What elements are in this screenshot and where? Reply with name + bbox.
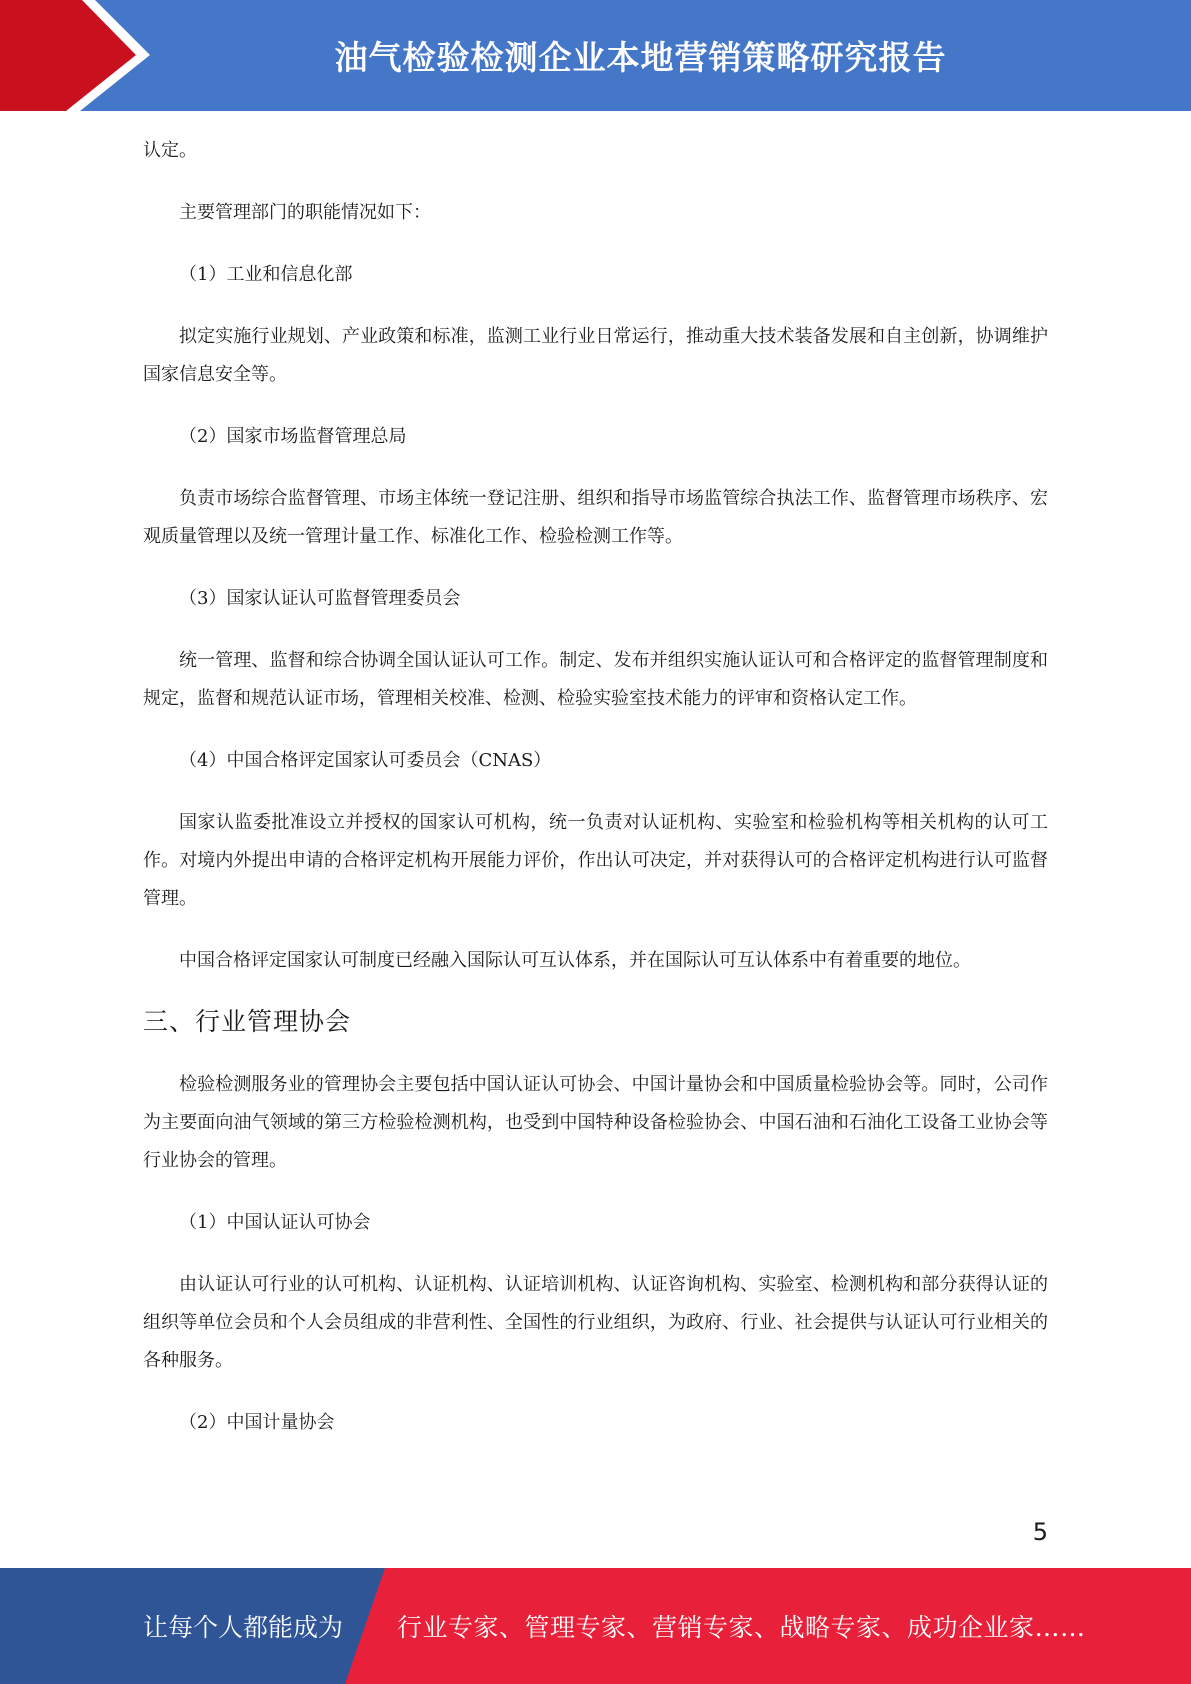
paragraph: 由认证认可行业的认可机构、认证机构、认证培训机构、认证咨询机构、实验室、检测机构和部分获得认证的组织等单位会员和个人会员组成的非营利性、全国性的行业组织，为政府、行业、社会提供与认证认可行业相关的各种服务。 <box>143 1274 1048 1371</box>
paragraph: 国家认监委批准设立并授权的国家认可机构，统一负责对认证机构、实验室和检验机构等相关机构的认可工作。对境内外提出申请的合格评定机构开展能力评价，作出认可决定，并对获得认可的合格评定机构进行认可监督管理。 <box>143 812 1048 909</box>
red-chevron-decoration <box>0 0 160 111</box>
page-number: 5 <box>1032 1518 1048 1546</box>
header-band <box>0 0 1191 111</box>
list-item-heading: （1）中国认证认可协会 <box>179 1212 371 1233</box>
paragraph: 主要管理部门的职能情况如下： <box>179 202 431 223</box>
footer-slogan-right: 行业专家、管理专家、营销专家、战略专家、成功企业家…… <box>397 1613 1086 1642</box>
report-title: 油气检验检测企业本地营销策略研究报告 <box>334 38 947 77</box>
list-item-heading: （2）中国计量协会 <box>179 1412 335 1433</box>
paragraph: 检验检测服务业的管理协会主要包括中国认证认可协会、中国计量协会和中国质量检验协会等。同时，公司作为主要面向油气领域的第三方检验检测机构，也受到中国特种设备检验协会、中国石油和石油化工设备工业协会等行业协会的管理。 <box>143 1074 1048 1171</box>
footer-band <box>0 1568 1191 1684</box>
footer-slogan-left: 让每个人都能成为 <box>143 1613 344 1642</box>
document-body <box>143 132 1048 1442</box>
paragraph: 中国合格评定国家认可制度已经融入国际认可互认体系，并在国际认可互认体系中有着重要的地位。 <box>179 950 971 971</box>
paragraph: 统一管理、监督和综合协调全国认证认可工作。制定、发布并组织实施认证认可和合格评定的监督管理制度和规定，监督和规范认证市场，管理相关校准、检测、检验实验室技术能力的评审和资格认定工作。 <box>143 650 1048 709</box>
list-item-heading: （1）工业和信息化部 <box>179 264 353 285</box>
section-heading: 三、行业管理协会 <box>143 1007 352 1036</box>
list-item-heading: （3）国家认证认可监督管理委员会 <box>179 588 461 609</box>
list-item-heading: （2）国家市场监督管理总局 <box>179 426 407 447</box>
paragraph: 认定。 <box>143 140 197 161</box>
paragraph: 拟定实施行业规划、产业政策和标准，监测工业行业日常运行，推动重大技术装备发展和自主创新，协调维护国家信息安全等。 <box>143 326 1048 385</box>
paragraph: 负责市场综合监督管理、市场主体统一登记注册、组织和指导市场监管综合执法工作、监督管理市场秩序、宏观质量管理以及统一管理计量工作、标准化工作、检验检测工作等。 <box>143 488 1048 547</box>
list-item-heading: （4）中国合格评定国家认可委员会（CNAS） <box>179 750 552 771</box>
